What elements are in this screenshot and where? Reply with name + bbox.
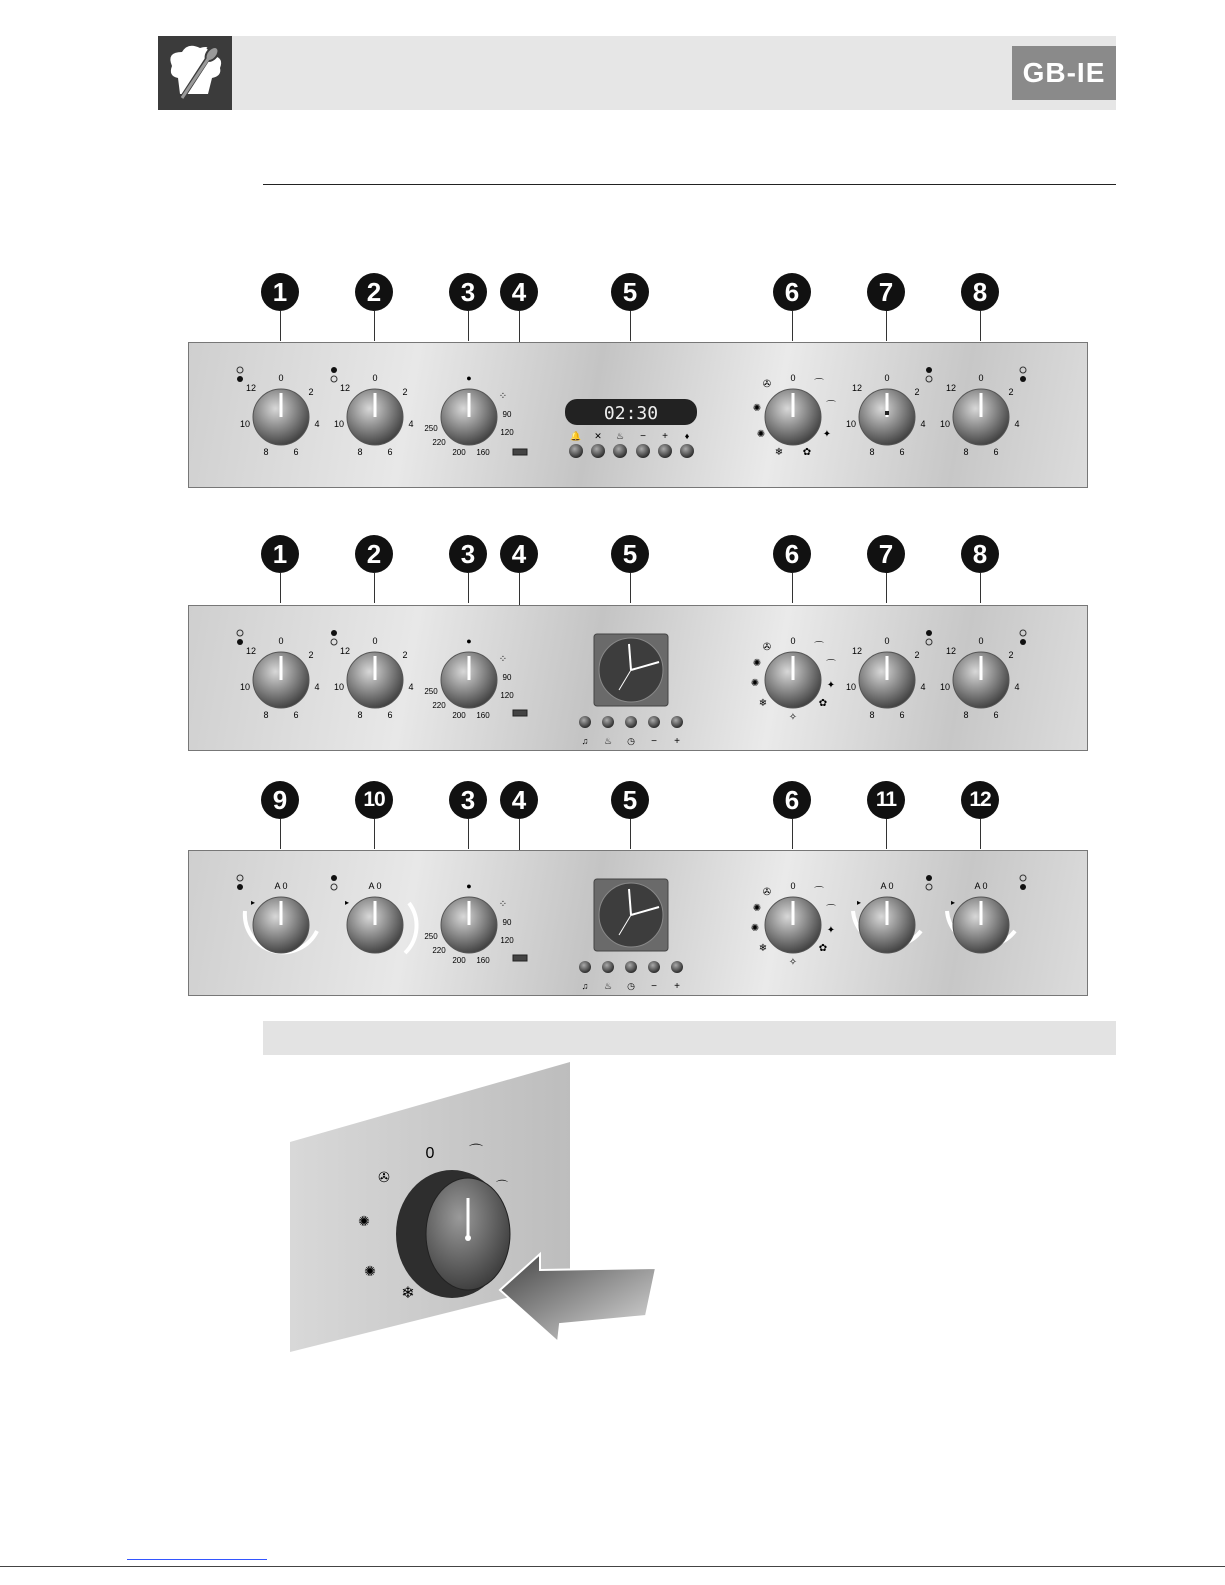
indicator-dot — [237, 367, 243, 373]
eco-icon: ✿ — [802, 447, 812, 458]
defrost-icon: ❄ — [774, 447, 784, 458]
thermo-220: 220 — [432, 701, 446, 710]
leader-line — [374, 819, 375, 849]
manual-icon: ♦ — [684, 431, 690, 441]
indicator-dot — [237, 884, 243, 890]
leader-line — [886, 311, 887, 341]
thermo-200: 200 — [452, 956, 466, 965]
scale-6: 6 — [387, 447, 393, 457]
callout-6: 6 — [773, 273, 811, 311]
thermo-160: 160 — [476, 711, 490, 720]
scale-8: 8 — [963, 447, 969, 457]
scale-6: 6 — [293, 710, 299, 720]
turbo-icon: ✦ — [826, 680, 836, 691]
scale-10: 10 — [333, 682, 345, 692]
grill-icon: ⁘ — [498, 391, 508, 402]
scale-12: 12 — [851, 383, 863, 393]
top-bottom-icon: ⌒ — [814, 642, 824, 653]
touch-label: A 0 — [274, 881, 288, 891]
touch-label: A 0 — [880, 881, 894, 891]
callout-3: 3 — [449, 535, 487, 573]
power-marker-icon: ▸ — [856, 898, 862, 907]
scale-4: 4 — [920, 682, 926, 692]
thermo-250: 250 — [424, 424, 438, 433]
leader-line — [886, 819, 887, 849]
thermo-250: 250 — [424, 687, 438, 696]
bottom-heat-icon: ⌒ — [826, 905, 836, 916]
cook-time-icon: ♨ — [603, 736, 613, 746]
scale-4: 4 — [314, 419, 320, 429]
indicator-dot — [926, 376, 932, 382]
callout-5: 5 — [611, 273, 649, 311]
scale-2: 2 — [1008, 387, 1014, 397]
top-bottom-icon: ⌒ — [814, 887, 824, 898]
thermostat-knob[interactable] — [441, 897, 497, 953]
function-knob-3d[interactable] — [396, 1170, 510, 1298]
indicator-dot — [926, 639, 932, 645]
timer-buttons — [569, 431, 694, 458]
clock-icon: ◷ — [627, 981, 635, 991]
thermo-120: 120 — [500, 936, 514, 945]
indicator-dot — [331, 376, 337, 382]
callout-1: 1 — [261, 535, 299, 573]
language-badge: GB-IE — [1012, 46, 1116, 100]
callout-row-3 — [0, 781, 1225, 861]
page-header — [158, 36, 1116, 110]
oven-light-indicator — [513, 710, 527, 716]
hob-knob-3[interactable] — [859, 652, 915, 708]
cancel-icon: ✕ — [594, 431, 602, 441]
power-marker-icon: ▸ — [344, 898, 350, 907]
scale-0: 0 — [790, 636, 796, 646]
touch-label: A 0 — [368, 881, 382, 891]
defrost-icon: ❄ — [758, 943, 768, 954]
function-knob[interactable] — [765, 389, 821, 445]
scale-2: 2 — [308, 387, 314, 397]
touch-knob-4[interactable] — [947, 897, 1015, 953]
leader-line — [792, 311, 793, 341]
minus-button[interactable] — [648, 716, 660, 728]
scale-0: 0 — [884, 636, 890, 646]
scale-10: 10 — [845, 419, 857, 429]
scale-2: 2 — [914, 650, 920, 660]
scale-0: 0 — [978, 373, 984, 383]
callout-11: 11 — [867, 781, 905, 819]
eco-icon: ✿ — [818, 698, 828, 709]
clock-button[interactable] — [625, 961, 637, 973]
indicator-dot — [926, 875, 932, 881]
bell-button[interactable] — [579, 716, 591, 728]
scale-4: 4 — [408, 419, 414, 429]
indicator-dot — [331, 639, 337, 645]
leader-line — [630, 819, 631, 849]
leader-line — [886, 573, 887, 603]
indicator-dot — [926, 367, 932, 373]
grill-icon: ⁘ — [498, 654, 508, 665]
fan-grill-icon: ✺ — [752, 658, 762, 669]
pizza-icon: ✧ — [788, 957, 798, 968]
fan-icon: ✇ — [762, 887, 772, 898]
scale-0: 0 — [278, 373, 284, 383]
indicator-dot — [331, 630, 337, 636]
callout-4: 4 — [500, 535, 538, 573]
control-panel-digital — [188, 342, 1088, 488]
digital-timer — [565, 399, 697, 425]
indicator-dot — [331, 875, 337, 881]
hob-knob-4[interactable] — [953, 389, 1009, 445]
scale-2: 2 — [308, 650, 314, 660]
power-marker-icon: ▸ — [250, 898, 256, 907]
section-heading-bar — [263, 1021, 1116, 1055]
scale-2: 2 — [402, 387, 408, 397]
clock-icon: ◷ — [627, 736, 635, 746]
scale-8: 8 — [357, 447, 363, 457]
zero-label: 0 — [425, 1145, 435, 1162]
cook-time-icon: ♨ — [615, 431, 625, 441]
cook-time-button[interactable] — [613, 444, 627, 458]
top-bottom-icon: ⌒ — [469, 1143, 483, 1159]
defrost-icon: ❄ — [758, 698, 768, 709]
indicator-dot — [237, 875, 243, 881]
scale-4: 4 — [1014, 419, 1020, 429]
callout-4: 4 — [500, 273, 538, 311]
thermo-90: 90 — [502, 410, 512, 419]
hob-knob-2[interactable] — [347, 389, 403, 445]
indicator-dot — [926, 884, 932, 890]
leader-line — [468, 573, 469, 603]
bell-icon: ♫ — [581, 736, 589, 746]
callout-5: 5 — [611, 781, 649, 819]
callout-12: 12 — [961, 781, 999, 819]
flame-icon: ● — [466, 881, 472, 891]
hob-knob-3[interactable] — [859, 389, 915, 445]
thermo-200: 200 — [452, 711, 466, 720]
bottom-heat-icon: ⌒ — [826, 660, 836, 671]
leader-line — [792, 573, 793, 603]
scale-4: 4 — [920, 419, 926, 429]
thermo-160: 160 — [476, 448, 490, 457]
indicator-dot — [1020, 884, 1026, 890]
scale-2: 2 — [402, 650, 408, 660]
bell-button[interactable] — [569, 444, 583, 458]
thermo-90: 90 — [502, 918, 512, 927]
turbo-icon: ✦ — [822, 429, 832, 440]
touch-knob-2[interactable] — [344, 897, 417, 953]
function-knob[interactable] — [765, 897, 821, 953]
scale-12: 12 — [245, 646, 257, 656]
minus-button[interactable] — [648, 961, 660, 973]
scale-0: 0 — [884, 373, 890, 383]
scale-12: 12 — [945, 383, 957, 393]
plus-button[interactable] — [671, 961, 683, 973]
oven-light-indicator — [513, 955, 527, 961]
touch-knob-1[interactable] — [245, 897, 317, 953]
cook-time-button[interactable] — [602, 716, 614, 728]
callout-2: 2 — [355, 273, 393, 311]
minus-icon: − — [651, 736, 657, 747]
fan-top-icon: ✺ — [750, 678, 760, 689]
scale-2: 2 — [1008, 650, 1014, 660]
plus-icon: + — [674, 736, 680, 747]
thermostat-knob[interactable] — [441, 389, 497, 445]
cook-time-icon: ♨ — [603, 981, 613, 991]
fan-icon: ✇ — [762, 642, 772, 653]
scale-6: 6 — [293, 447, 299, 457]
bottom-heat-icon: ⌒ — [495, 1179, 509, 1193]
scale-0: 0 — [278, 636, 284, 646]
callout-5: 5 — [611, 535, 649, 573]
hob-knob-1[interactable] — [253, 389, 309, 445]
callout-row-1 — [0, 273, 1225, 353]
fan-icon: ✇ — [378, 1169, 390, 1185]
scale-8: 8 — [263, 710, 269, 720]
indicator-dot — [331, 884, 337, 890]
leader-line — [792, 819, 793, 849]
control-panel-touch — [188, 850, 1088, 996]
leader-line — [980, 819, 981, 849]
leader-line — [374, 573, 375, 603]
timer-display: 02:30 — [603, 403, 659, 424]
scale-4: 4 — [408, 682, 414, 692]
pizza-icon: ✧ — [788, 712, 798, 723]
indicator-dot — [1020, 376, 1026, 382]
grill-icon: ⁘ — [498, 899, 508, 910]
scale-0: 0 — [790, 373, 796, 383]
plus-button[interactable] — [671, 716, 683, 728]
cancel-button[interactable] — [591, 444, 605, 458]
scale-8: 8 — [869, 447, 875, 457]
cook-time-button[interactable] — [602, 961, 614, 973]
thermo-120: 120 — [500, 691, 514, 700]
plus-icon: + — [674, 981, 680, 992]
indicator-dot — [331, 367, 337, 373]
scale-12: 12 — [945, 646, 957, 656]
leader-line — [280, 311, 281, 341]
fan-grill-icon: ✺ — [752, 403, 762, 414]
defrost-icon: ❄ — [401, 1285, 415, 1302]
function-knob[interactable] — [765, 652, 821, 708]
bell-icon: ♫ — [581, 981, 589, 991]
leader-line — [468, 819, 469, 849]
leader-line — [280, 573, 281, 603]
scale-10: 10 — [239, 682, 251, 692]
scale-6: 6 — [899, 447, 905, 457]
analogue-clock — [594, 634, 668, 706]
knob-push-illustration — [290, 1062, 670, 1362]
indicator-dot — [926, 630, 932, 636]
callout-6: 6 — [773, 535, 811, 573]
thermo-220: 220 — [432, 438, 446, 447]
thermo-220: 220 — [432, 946, 446, 955]
callout-7: 7 — [867, 273, 905, 311]
thermo-160: 160 — [476, 956, 490, 965]
control-panel-analogue — [188, 605, 1088, 751]
plus-icon: + — [662, 431, 668, 442]
plus-button[interactable] — [658, 444, 672, 458]
eco-icon: ✿ — [818, 943, 828, 954]
scale-0: 0 — [372, 636, 378, 646]
clock-buttons — [579, 961, 683, 992]
scale-8: 8 — [263, 447, 269, 457]
leader-line — [280, 819, 281, 849]
callout-8: 8 — [961, 535, 999, 573]
analogue-clock — [594, 879, 668, 951]
scale-0: 0 — [978, 636, 984, 646]
oven-light-indicator — [513, 449, 527, 455]
footer-link-underline — [127, 1558, 267, 1560]
manual-button[interactable] — [680, 444, 694, 458]
leader-line — [980, 573, 981, 603]
leader-line — [374, 311, 375, 341]
indicator-dot — [1020, 367, 1026, 373]
hob-knob-4[interactable] — [953, 652, 1009, 708]
minus-icon: − — [651, 981, 657, 992]
scale-6: 6 — [993, 447, 999, 457]
indicator-dot — [237, 630, 243, 636]
bottom-heat-icon: ⌒ — [826, 401, 836, 412]
indicator-dot — [237, 376, 243, 382]
scale-10: 10 — [239, 419, 251, 429]
scale-8: 8 — [357, 710, 363, 720]
indicator-dot — [1020, 875, 1026, 881]
fan-top-icon: ✺ — [364, 1263, 376, 1279]
callout-2: 2 — [355, 535, 393, 573]
indicator-dot — [1020, 630, 1026, 636]
minus-button[interactable] — [636, 444, 650, 458]
callout-10: 10 — [355, 781, 393, 819]
thermo-120: 120 — [500, 428, 514, 437]
scale-12: 12 — [851, 646, 863, 656]
hob-knob-1[interactable] — [253, 652, 309, 708]
callout-3: 3 — [449, 781, 487, 819]
flame-icon: ● — [466, 373, 472, 383]
fan-grill-icon: ✺ — [358, 1213, 370, 1229]
scale-12: 12 — [339, 383, 351, 393]
fan-icon: ✇ — [762, 379, 772, 390]
callout-8: 8 — [961, 273, 999, 311]
leader-line — [630, 573, 631, 603]
fan-grill-icon: ✺ — [752, 903, 762, 914]
scale-0: 0 — [790, 881, 796, 891]
touch-knob-3[interactable] — [853, 897, 921, 953]
leader-line — [468, 311, 469, 341]
callout-6: 6 — [773, 781, 811, 819]
scale-12: 12 — [339, 646, 351, 656]
scale-8: 8 — [963, 710, 969, 720]
bell-icon: 🔔 — [570, 431, 582, 441]
scale-6: 6 — [387, 710, 393, 720]
footer-line — [0, 1566, 1225, 1567]
fan-top-icon: ✺ — [756, 429, 766, 440]
scale-10: 10 — [845, 682, 857, 692]
callout-1: 1 — [261, 273, 299, 311]
clock-button[interactable] — [625, 716, 637, 728]
chef-spoon-logo-icon — [158, 36, 232, 110]
scale-4: 4 — [1014, 682, 1020, 692]
thermo-250: 250 — [424, 932, 438, 941]
scale-12: 12 — [245, 383, 257, 393]
scale-10: 10 — [333, 419, 345, 429]
bell-button[interactable] — [579, 961, 591, 973]
scale-6: 6 — [899, 710, 905, 720]
leader-line — [980, 311, 981, 341]
scale-10: 10 — [939, 682, 951, 692]
scale-4: 4 — [314, 682, 320, 692]
callout-9: 9 — [261, 781, 299, 819]
thermo-200: 200 — [452, 448, 466, 457]
minus-icon: − — [640, 431, 646, 442]
scale-8: 8 — [869, 710, 875, 720]
leader-line — [630, 311, 631, 341]
hob-knob-2[interactable] — [347, 652, 403, 708]
indicator-dot — [237, 639, 243, 645]
scale-10: 10 — [939, 419, 951, 429]
top-bottom-icon: ⌒ — [814, 379, 824, 390]
thermo-90: 90 — [502, 673, 512, 682]
touch-label: A 0 — [974, 881, 988, 891]
callout-3: 3 — [449, 273, 487, 311]
callout-4: 4 — [500, 781, 538, 819]
fan-top-icon: ✺ — [750, 923, 760, 934]
callout-7: 7 — [867, 535, 905, 573]
callout-row-2 — [0, 535, 1225, 615]
indicator-dot — [1020, 639, 1026, 645]
power-marker-icon: ▸ — [950, 898, 956, 907]
scale-2: 2 — [914, 387, 920, 397]
section-rule — [263, 184, 1116, 185]
scale-6: 6 — [993, 710, 999, 720]
scale-0: 0 — [372, 373, 378, 383]
flame-icon: ● — [466, 636, 472, 646]
thermostat-knob[interactable] — [441, 652, 497, 708]
clock-buttons — [579, 716, 683, 747]
turbo-icon: ✦ — [826, 925, 836, 936]
